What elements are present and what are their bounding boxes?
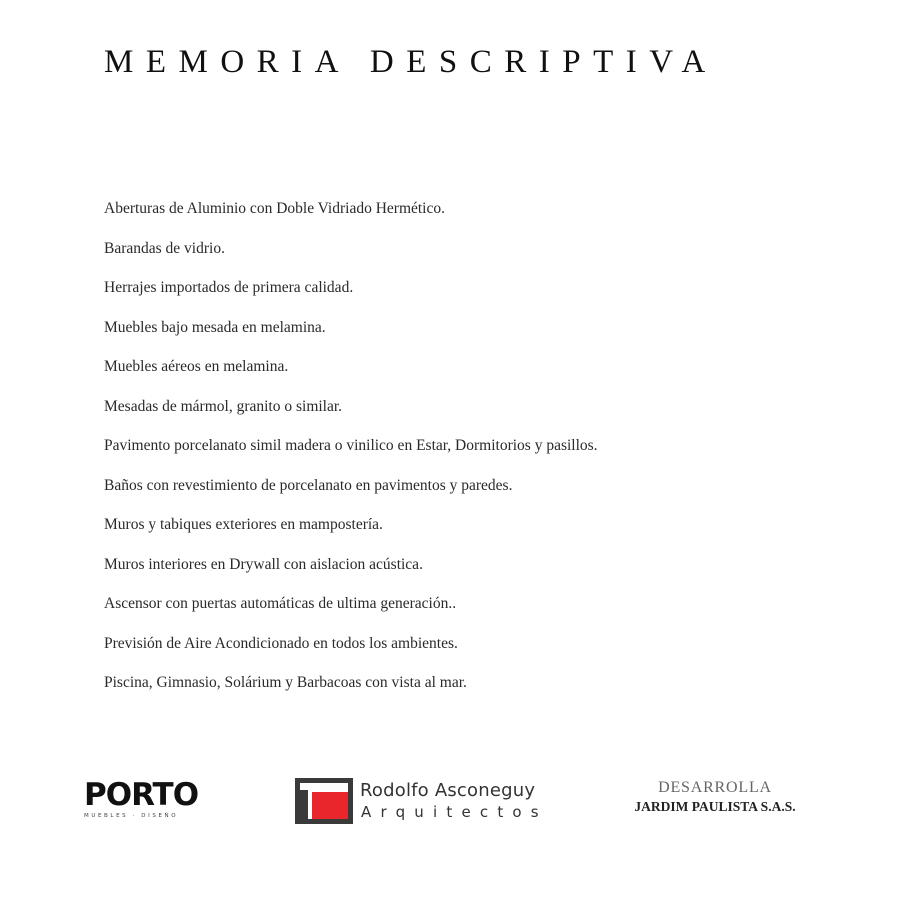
list-item: Mesadas de mármol, granito o similar. <box>104 397 343 415</box>
page-title: MEMORIA DESCRIPTIVA <box>104 44 718 80</box>
porto-logo-name: PORTO <box>84 777 199 813</box>
porto-logo <box>84 777 199 834</box>
list-item: Pavimento porcelanato simil madera o vinilico en Estar, Dormitorios y pasillos. <box>104 437 598 454</box>
list-item: Previsión de Aire Acondicionado en todos los ambientes. <box>104 634 458 652</box>
list-item: Muebles aéreos en melamina. <box>104 358 289 375</box>
developer-company: JARDIM PAULISTA S.A.S. <box>634 799 796 814</box>
list-item: Baños con revestimiento de porcelanato en pavimentos y paredes. <box>104 476 513 494</box>
architect-logo-name: Rodolfo Asconeguy <box>360 780 536 801</box>
architect-logo-subtitle: Arquitectos <box>361 803 548 821</box>
list-item: Piscina, Gimnasio, Solárium y Barbacoas con vista al mar. <box>104 674 467 691</box>
architect-logo <box>295 778 575 828</box>
logo-accent <box>312 792 348 819</box>
list-item: Muros interiores en Drywall con aislacion acústica. <box>104 555 423 573</box>
porto-logo-tagline: MUEBLES · DISEÑO <box>84 813 179 819</box>
list-item: Muebles bajo mesada en melamina. <box>104 318 326 336</box>
list-item: Aberturas de Aluminio con Doble Vidriado Hermético. <box>104 200 445 217</box>
specification-list <box>104 198 598 712</box>
footer-logos <box>0 770 898 840</box>
list-item: Barandas de vidrio. <box>104 239 225 257</box>
developer-label: DESARROLLA <box>658 779 772 796</box>
list-item: Herrajes importados de primera calidad. <box>104 279 354 296</box>
architect-logo-mark-icon <box>295 778 353 824</box>
developer-block <box>620 778 810 816</box>
list-item: Ascensor con puertas automáticas de ultima generación.. <box>104 595 457 612</box>
list-item: Muros y tabiques exteriores en mampostería. <box>104 516 383 533</box>
logo-frame-left <box>300 790 308 819</box>
